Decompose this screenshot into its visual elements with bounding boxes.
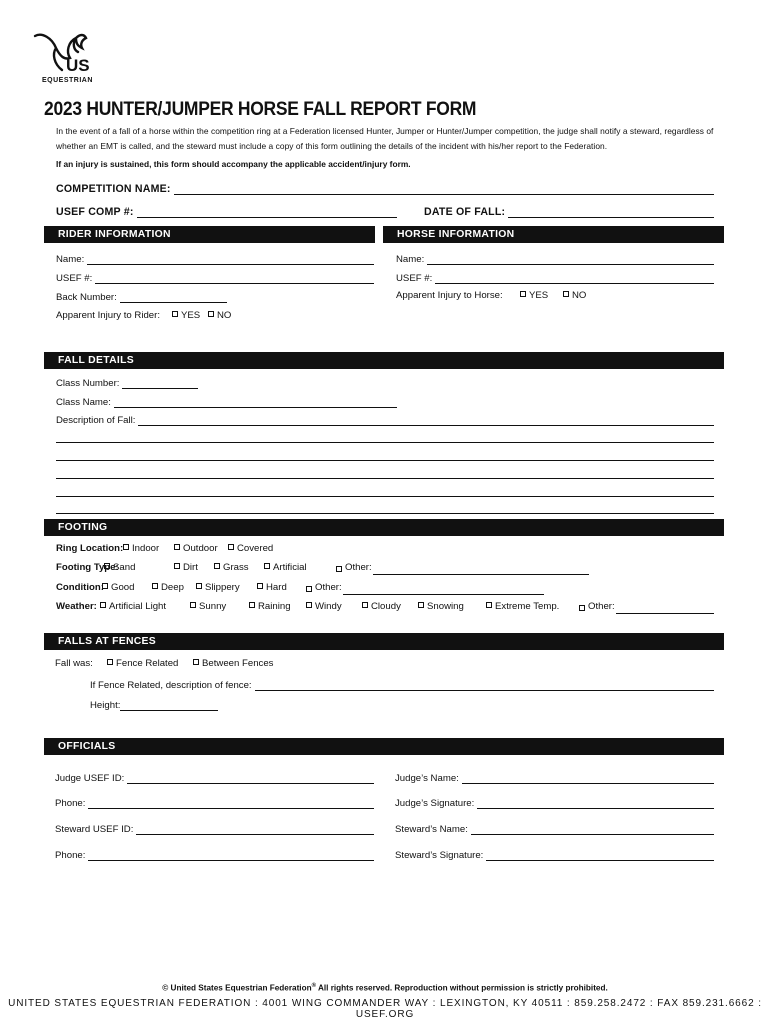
copyright-suffix: All rights reserved. Reproduction without permission is strictly prohibited.: [316, 983, 608, 993]
weather-other-checkbox[interactable]: [579, 600, 714, 614]
checkbox-icon: [306, 586, 312, 592]
usef-comp-field[interactable]: [56, 204, 397, 218]
condition-deep-label: Deep: [161, 582, 184, 593]
steward-usef-id-field[interactable]: [55, 821, 374, 835]
judge-phone-field[interactable]: [55, 795, 374, 809]
steward-name-field[interactable]: [395, 821, 714, 835]
footing-header: FOOTING: [44, 519, 724, 536]
judge-name-label: Judge’s Name:: [395, 773, 459, 784]
footer-address: UNITED STATES EQUESTRIAN FEDERATION : 4001 WING COMMANDER WAY : LEXINGTON, KY 40511 : 859.258.2472 : FAX 859.231.6662 : USEF.ORG: [8, 998, 762, 1020]
horse-injury-row: [396, 289, 716, 303]
weather-sunny-label: Sunny: [199, 601, 227, 612]
logo-us-text: US: [66, 56, 90, 75]
condition-slippery-label: Slippery: [205, 582, 240, 593]
horse-injury-label: Apparent Injury to Horse:: [396, 290, 503, 301]
footing-sand-label: Sand: [113, 562, 136, 573]
weather-raining-label: Raining: [258, 601, 291, 612]
checkbox-icon: [362, 602, 368, 608]
steward-name-label: Steward’s Name:: [395, 824, 468, 835]
fence-description-label: If Fence Related, description of fence:: [90, 680, 252, 691]
rider-information-header: RIDER INFORMATION: [44, 226, 375, 243]
judge-signature-field[interactable]: [395, 795, 714, 809]
rider-name-field[interactable]: [56, 251, 374, 265]
form-title: 2023 HUNTER/JUMPER HORSE FALL REPORT FORM: [44, 99, 477, 120]
checkbox-icon: [563, 291, 569, 297]
horse-injury-yes-label: YES: [529, 290, 549, 301]
class-number-label: Class Number:: [56, 378, 120, 389]
weather-extreme-temp-label: Extreme Temp.: [495, 601, 560, 612]
between-fences-label: Between Fences: [202, 658, 274, 669]
ring-covered-checkbox[interactable]: [228, 542, 273, 556]
checkbox-icon: [174, 563, 180, 569]
ring-covered-label: Covered: [237, 543, 274, 554]
description-line[interactable]: [56, 478, 714, 479]
back-number-label: Back Number:: [56, 292, 117, 303]
weather-artificial-light-label: Artificial Light: [109, 601, 167, 612]
weather-extreme-temp-checkbox[interactable]: [486, 600, 559, 614]
checkbox-icon: [172, 311, 178, 317]
ring-outdoor-checkbox[interactable]: [174, 542, 218, 556]
steward-signature-field[interactable]: [395, 847, 714, 861]
us-equestrian-logo: [32, 30, 102, 90]
registered-mark: ®: [311, 983, 316, 989]
weather-other-label: Other:: [588, 601, 615, 612]
description-line[interactable]: [56, 442, 714, 443]
condition-other-label: Other:: [315, 582, 342, 593]
class-name-label: Class Name:: [56, 397, 111, 408]
steward-phone-field[interactable]: [55, 847, 374, 861]
rider-injury-row: [56, 309, 356, 323]
rider-injury-no-checkbox[interactable]: [208, 309, 231, 323]
competition-name-field[interactable]: [56, 181, 714, 195]
footing-artificial-checkbox[interactable]: [264, 561, 307, 575]
checkbox-icon: [228, 544, 234, 550]
fence-related-label: Fence Related: [116, 658, 179, 669]
description-of-fall-label: Description of Fall:: [56, 415, 136, 426]
date-of-fall-label: DATE OF FALL:: [424, 206, 506, 218]
checkbox-icon: [174, 544, 180, 550]
footing-other-label: Other:: [345, 562, 372, 573]
copyright-prefix: © United States Equestrian Federation: [162, 983, 312, 993]
class-name-field[interactable]: [56, 394, 397, 408]
fence-description-field[interactable]: [90, 677, 714, 691]
condition-hard-checkbox[interactable]: [257, 581, 287, 595]
logo-equestrian-text: EQUESTRIAN: [42, 77, 93, 84]
footing-dirt-label: Dirt: [183, 562, 198, 573]
judge-usef-id-field[interactable]: [55, 770, 374, 784]
checkbox-icon: [152, 583, 158, 589]
checkbox-icon: [579, 605, 585, 611]
horse-usef-label: USEF #:: [396, 273, 433, 284]
footing-sand-checkbox[interactable]: [104, 561, 135, 575]
condition-good-label: Good: [111, 582, 135, 593]
checkbox-icon: [418, 602, 424, 608]
footing-type-row: [56, 561, 716, 575]
between-fences-checkbox[interactable]: [193, 657, 273, 671]
weather-snowing-checkbox[interactable]: [418, 600, 464, 614]
condition-slippery-checkbox[interactable]: [196, 581, 240, 595]
weather-cloudy-label: Cloudy: [371, 601, 401, 612]
steward-usef-id-label: Steward USEF ID:: [55, 824, 134, 835]
description-line[interactable]: [56, 460, 714, 461]
rider-injury-label: Apparent Injury to Rider:: [56, 310, 160, 321]
condition-hard-label: Hard: [266, 582, 287, 593]
horse-injury-yes-checkbox[interactable]: [520, 289, 548, 303]
weather-row: [56, 600, 716, 614]
ring-location-row: [56, 542, 716, 556]
checkbox-icon: [123, 544, 129, 550]
competition-name-label: COMPETITION NAME:: [56, 183, 171, 195]
judge-usef-id-label: Judge USEF ID:: [55, 773, 125, 784]
checkbox-icon: [336, 566, 342, 572]
judge-phone-label: Phone:: [55, 798, 86, 809]
fall-was-row: [55, 657, 355, 671]
weather-windy-label: Windy: [315, 601, 342, 612]
weather-windy-checkbox[interactable]: [306, 600, 342, 614]
weather-snowing-label: Snowing: [427, 601, 464, 612]
intro-bold-text: If an injury is sustained, this form should accompany the applicable accident/injury form.: [56, 159, 411, 169]
checkbox-icon: [100, 602, 106, 608]
checkbox-icon: [486, 602, 492, 608]
class-number-field[interactable]: [56, 375, 198, 389]
checkbox-icon: [190, 602, 196, 608]
weather-sunny-checkbox[interactable]: [190, 600, 226, 614]
weather-raining-checkbox[interactable]: [249, 600, 291, 614]
footing-artificial-label: Artificial: [273, 562, 307, 573]
condition-good-checkbox[interactable]: [102, 581, 134, 595]
copyright-notice: [0, 983, 770, 993]
rider-usef-label: USEF #:: [56, 273, 93, 284]
judge-name-field[interactable]: [395, 770, 714, 784]
fence-related-checkbox[interactable]: [107, 657, 178, 671]
checkbox-icon: [249, 602, 255, 608]
horse-name-field[interactable]: [396, 251, 714, 265]
condition-label: Condition:: [56, 582, 104, 593]
steward-phone-label: Phone:: [55, 850, 86, 861]
checkbox-icon: [107, 659, 113, 665]
weather-artificial-light-checkbox[interactable]: [100, 600, 166, 614]
fence-height-field[interactable]: [90, 697, 218, 711]
falls-at-fences-header: FALLS AT FENCES: [44, 633, 724, 650]
horse-name-label: Name:: [396, 254, 425, 265]
rider-injury-yes-label: YES: [181, 310, 201, 321]
footing-dirt-checkbox[interactable]: [174, 561, 198, 575]
footing-other-checkbox[interactable]: [336, 561, 589, 575]
weather-cloudy-checkbox[interactable]: [362, 600, 401, 614]
condition-other-checkbox[interactable]: [306, 581, 544, 595]
description-of-fall-field[interactable]: [56, 412, 714, 426]
judge-signature-label: Judge’s Signature:: [395, 798, 475, 809]
fall-details-header: FALL DETAILS: [44, 352, 724, 369]
checkbox-icon: [102, 583, 108, 589]
checkbox-icon: [520, 291, 526, 297]
horse-information-header: HORSE INFORMATION: [383, 226, 724, 243]
usef-comp-label: USEF COMP #:: [56, 206, 134, 218]
footing-type-label: Footing Type:: [56, 562, 119, 573]
rider-injury-no-label: NO: [217, 310, 232, 321]
rider-usef-field[interactable]: [56, 270, 374, 284]
condition-deep-checkbox[interactable]: [152, 581, 184, 595]
checkbox-icon: [306, 602, 312, 608]
ring-indoor-label: Indoor: [132, 543, 160, 554]
steward-signature-label: Steward’s Signature:: [395, 850, 484, 861]
checkbox-icon: [196, 583, 202, 589]
rider-injury-yes-checkbox[interactable]: [172, 309, 200, 323]
checkbox-icon: [264, 563, 270, 569]
fence-height-label: Height:: [90, 700, 121, 711]
checkbox-icon: [208, 311, 214, 317]
footing-grass-label: Grass: [223, 562, 249, 573]
checkbox-icon: [193, 659, 199, 665]
footing-grass-checkbox[interactable]: [214, 561, 249, 575]
ring-indoor-checkbox[interactable]: [123, 542, 159, 556]
rider-name-label: Name:: [56, 254, 85, 265]
back-number-field[interactable]: [56, 289, 227, 303]
date-of-fall-field[interactable]: [424, 204, 714, 218]
condition-row: [56, 581, 716, 595]
ring-location-label: Ring Location:: [56, 543, 124, 554]
weather-label: Weather:: [56, 601, 97, 612]
description-line[interactable]: [56, 513, 714, 514]
horse-usef-field[interactable]: [396, 270, 714, 284]
horse-injury-no-checkbox[interactable]: [563, 289, 586, 303]
intro-text: In the event of a fall of a horse within the competition ring at a Federation licensed Hunter, Jumper or Hunter/Jumper competition, the judge shall notify a steward, regardless of whether an EMT is called, and the steward must include a copy of this form outlining the details of the incident with his/her report to the Federation.: [56, 126, 714, 151]
checkbox-icon: [104, 563, 110, 569]
checkbox-icon: [257, 583, 263, 589]
officials-header: OFFICIALS: [44, 738, 724, 755]
fall-was-label: Fall was:: [55, 658, 93, 669]
checkbox-icon: [214, 563, 220, 569]
description-line[interactable]: [56, 496, 714, 497]
ring-outdoor-label: Outdoor: [183, 543, 218, 554]
horse-injury-no-label: NO: [572, 290, 587, 301]
